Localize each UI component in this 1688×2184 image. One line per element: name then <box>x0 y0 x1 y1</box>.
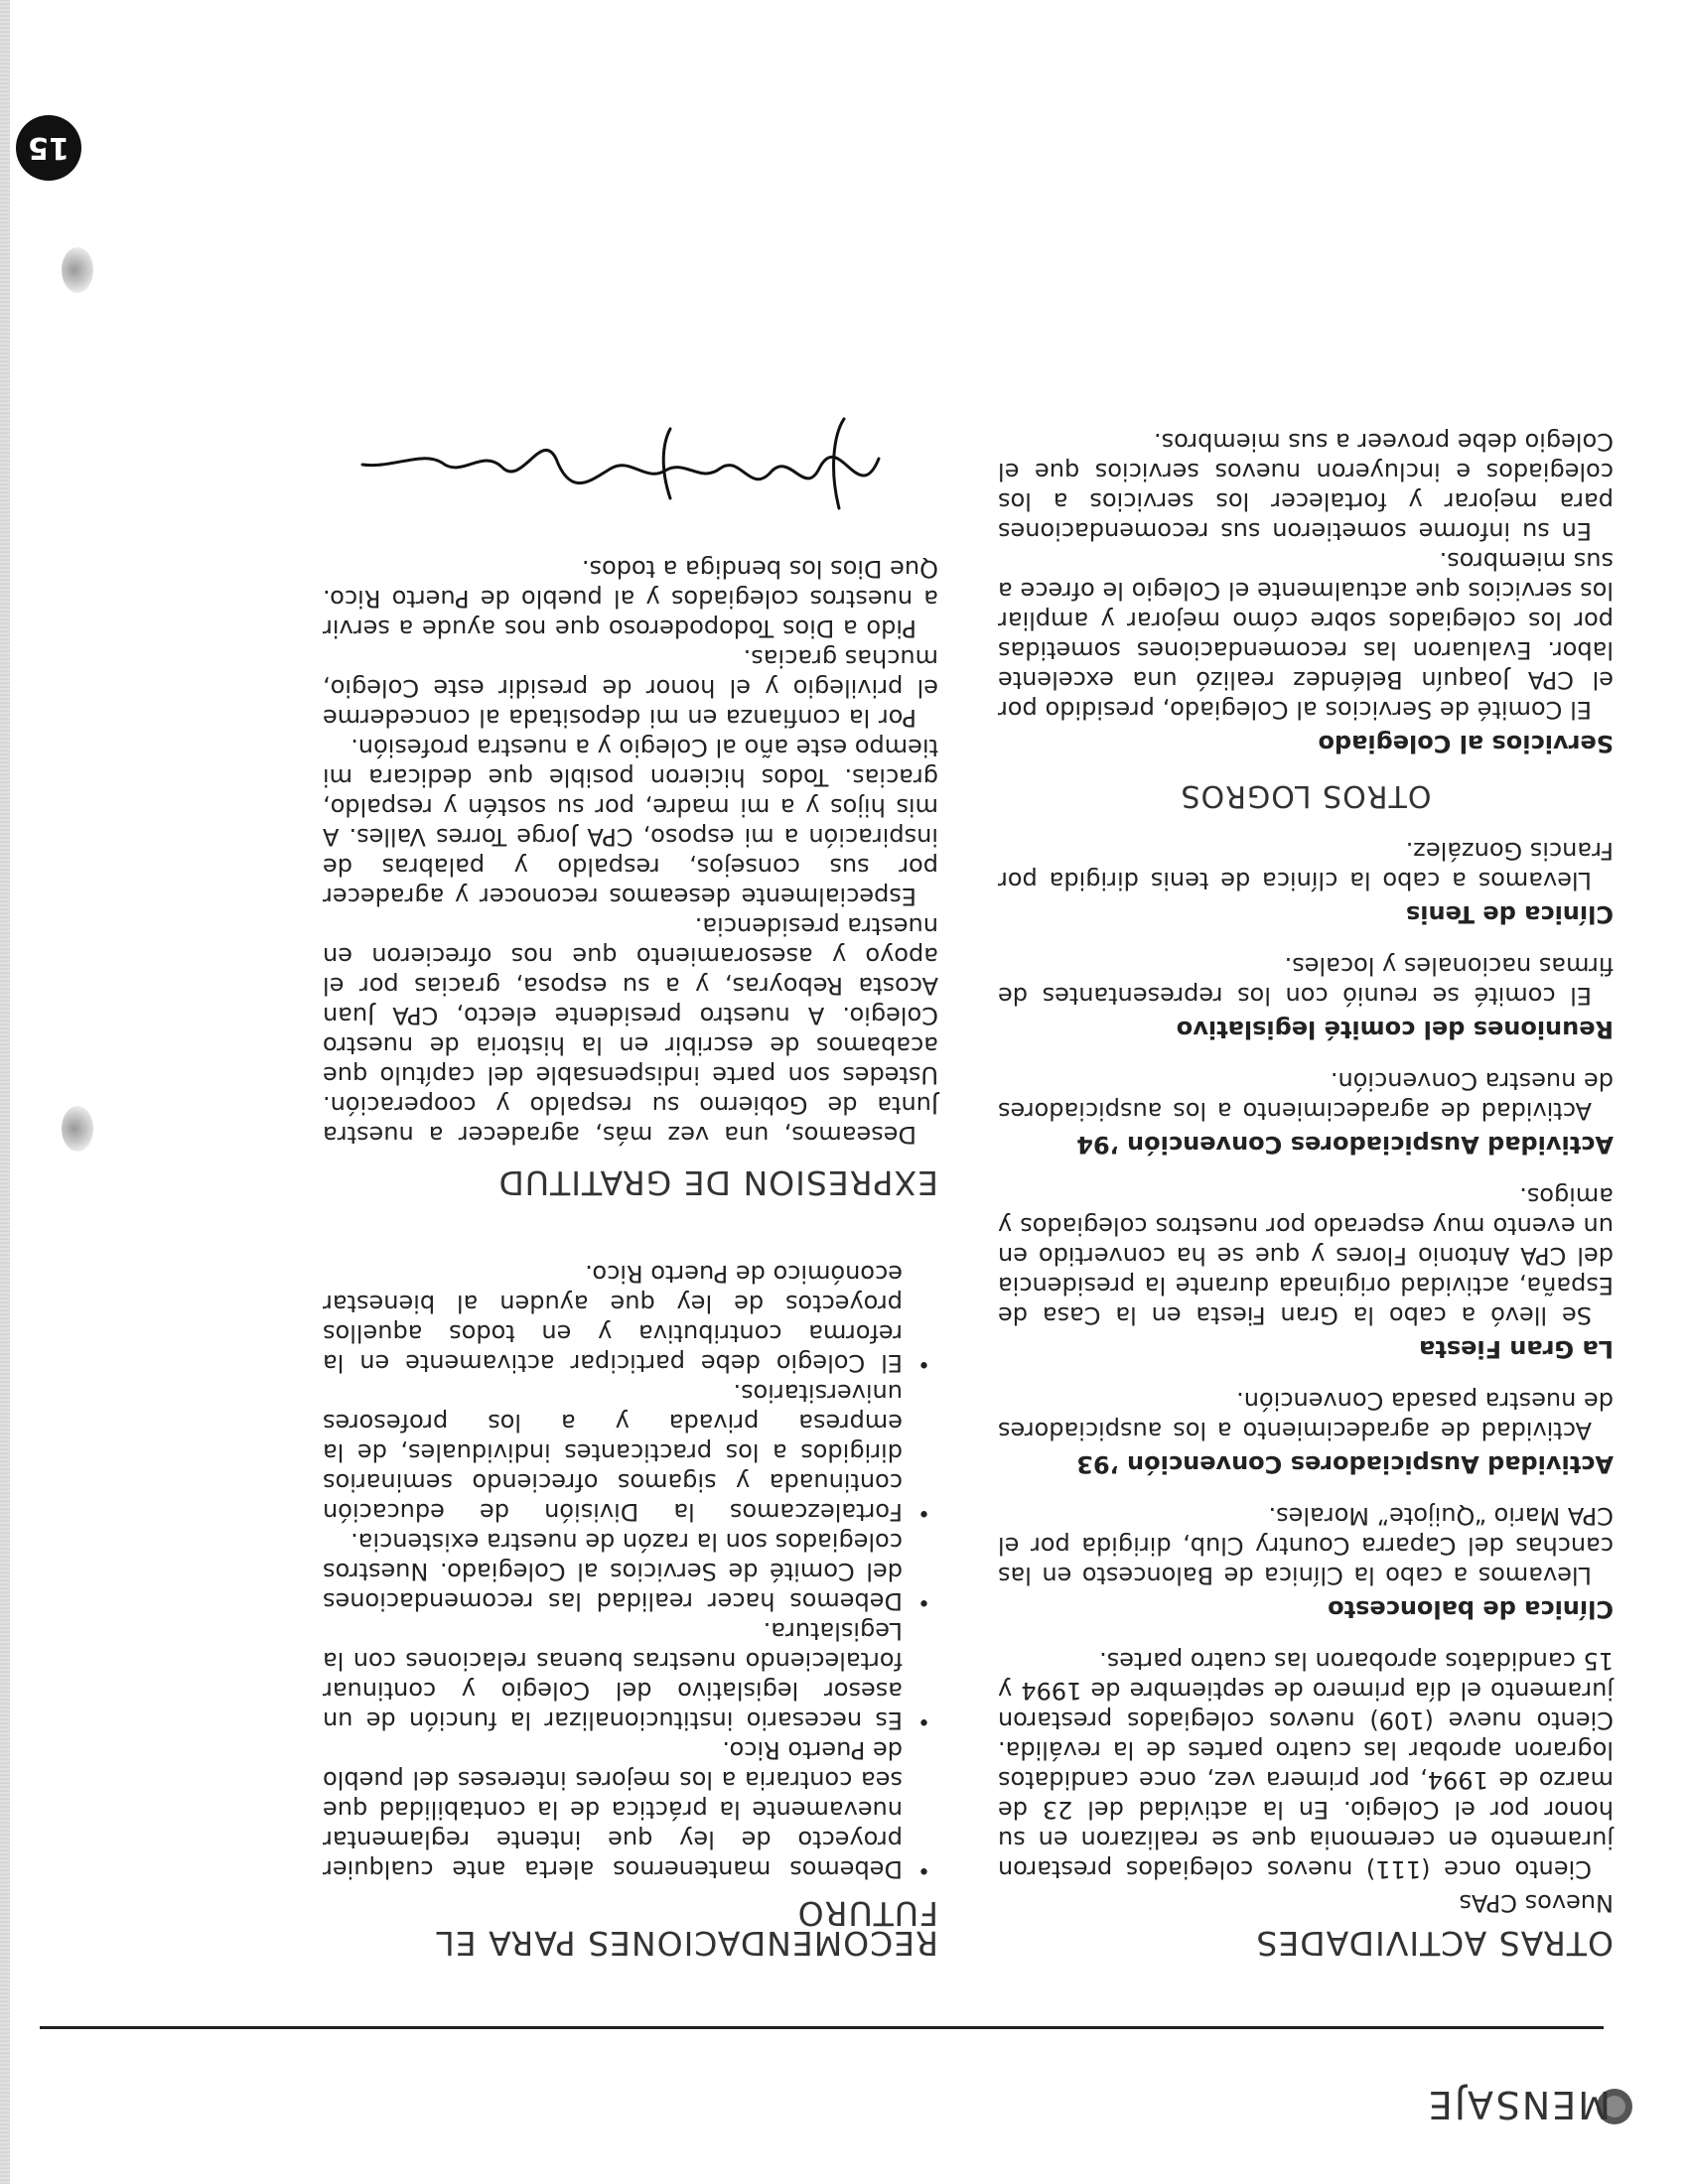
servicios-colegiado-text-1: El Comité de Servicios al Colegiado, presidido por el CPA Joaquín Beléndez realizó una excelente labor. Evaluaron las recomendaciones sometidas por los colegiados sobre cómo mejorar y ampliar los servicios que actualmente el Colegio le ofrece a sus miembros. <box>998 547 1614 724</box>
gratitud-title: EXPRESION DE GRATITUD <box>497 1163 938 1202</box>
right-column <box>323 409 938 1963</box>
comite-legislativo-heading: Reuniones del comité legislativo <box>1176 1016 1614 1043</box>
recomendacion-item: • Fortalezcamos la División de educación continuada y sigamos ofreciendo seminarios dirigidos a los practicantes individuales, de la empresa privada y a los profesores universitarios. <box>323 1378 938 1527</box>
auspiciadores-94-text: Actividad de agradecimiento a los auspiciadores de nuestra Convención. <box>998 1067 1614 1125</box>
header-title: MENSAJE <box>1426 2083 1611 2126</box>
auspiciadores-93-text: Actividad de agradecimiento a los auspiciadores de nuestra pasada Convención. <box>998 1387 1614 1444</box>
gran-fiesta-text: Se llevó a cabo la Gran Fiesta en la Casa de España, actividad originada durante la presidencia del CPA Antonio Flores y que se ha convertido en un evento muy esperado por nuestros colegiados y amigos. <box>998 1182 1614 1329</box>
binder-hole <box>62 1106 93 1152</box>
otros-logros-title: OTROS LOGROS <box>1180 778 1432 813</box>
recomendacion-item: • Es necesario institucionalizar la función de un asesor legislativo del Colegio y continuar fortaleciendo nuestras buenas relaciones con la Legislatura. <box>323 1616 938 1735</box>
recomendacion-item: • El Colegio debe participar activamente en la reforma contributiva y en todos aquellos proyectos de ley que ayuden al bienestar económico de Puerto Rico. <box>323 1259 938 1378</box>
comite-legislativo-text: El comité se reunió con los representantes de firmas nacionales y locales. <box>998 952 1614 1010</box>
servicios-colegiado-heading: Servicios al Colegiado <box>1318 730 1614 757</box>
header-rule <box>40 2026 1604 2029</box>
nuevos-cpas-heading: Nuevos CPAs <box>1459 1889 1614 1917</box>
baloncesto-text: Llevamos a cabo la Clínica de Baloncesto en las canchas del Caparra Country Club, dirigida por el CPA Mario “Quijote” Morales. <box>998 1502 1614 1589</box>
nuevos-cpas-text: Ciento once (111) nuevos colegiados prestaron juramento en ceremonia que se realizaron en su honor por el Colegio. En la actividad del 23 de marzo de 1994, por primera vez, once candidatos lograron aprobar las cuatro partes de la reválida. Ciento nueve (109) nuevos colegiados prestaron juramento el día primero de septiembre de 1994 y 15 candidatos aprobaron las cuatro partes. <box>998 1647 1614 1883</box>
gratitud-paragraph: Deseamos, una vez más, agradecer a nuestra Junta de Gobierno su respaldo y cooperación. Ustedes son parte indispensable del capítulo que acabamos de escribir en la historia de nuestro Colegio. A nuestro presidente electo, CPA Juan Acosta Reboyras, y a su esposa, gracias por el apoyo y asesoramiento que nos ofrecieron en nuestra presidencia. <box>323 912 938 1149</box>
binder-hole <box>62 247 93 293</box>
handwritten-signature <box>343 409 899 528</box>
servicios-colegiado-text-2: En su informe sometieron sus recomendaciones para mejorar y fortalecer los servicios a los colegiados e incluyeron nuevos servicios que el Colegio debe proveer a sus miembros. <box>998 428 1614 545</box>
gran-fiesta-heading: La Gran Fiesta <box>1419 1335 1614 1363</box>
recomendaciones-list <box>323 1259 938 1884</box>
otras-actividades-title: OTRAS ACTIVIDADES <box>1255 1924 1614 1963</box>
clinica-tenis-heading: Clínica de Tenis <box>1405 900 1614 928</box>
recomendacion-item: • Debemos mantenernos alerta ante cualquier proyecto de ley que intente reglamentar nuevamente la práctica de la contabilidad que sea contraria a los mejores intereses del pueblo de Puerto Rico. <box>323 1735 938 1884</box>
clinica-tenis-text: Llevamos a cabo la clínica de tenis dirigida por Francis González. <box>998 837 1614 894</box>
left-column <box>998 427 1614 1963</box>
baloncesto-heading: Clínica de baloncesto <box>1328 1595 1614 1623</box>
gratitud-paragraph: Especialmente deseamos reconocer y agradecer por sus consejos, respaldo y palabras de inspiración a mi esposo, CPA Jorge Torres Valles. A mis hijos y a mi madre, por su sostén y respaldo, gracias. Todos hicieron posible que dedicara mi tiempo este año al Colegio y a nuestra profesión. <box>323 734 938 910</box>
recomendacion-item: • Debemos hacer realidad las recomendaciones del Comité de Servicios al Colegiado. Nuestros colegiados son la razón de nuestra existencia. <box>323 1527 938 1616</box>
gratitud-paragraph: Por la confianza en mi depositada al concederme el privilegio y el honor de presidir este Colegio, muchas gracias. <box>323 644 938 732</box>
recomendaciones-title: RECOMENDACIONES PARA EL FUTURO <box>435 1894 938 1963</box>
scan-edge <box>0 0 10 2184</box>
auspiciadores-93-heading: Actividad Auspiciadores Convención ’93 <box>1076 1450 1614 1478</box>
gratitud-paragraph: Pido a Dios Todopoderoso que nos ayude a servir a nuestros colegiados y al pueblo de Puerto Rico. Que Dios los bendiga a todos. <box>323 555 938 642</box>
auspiciadores-94-heading: Actividad Auspiciadores Convención ’94 <box>1076 1131 1614 1159</box>
page-number-badge: 15 <box>16 115 81 181</box>
